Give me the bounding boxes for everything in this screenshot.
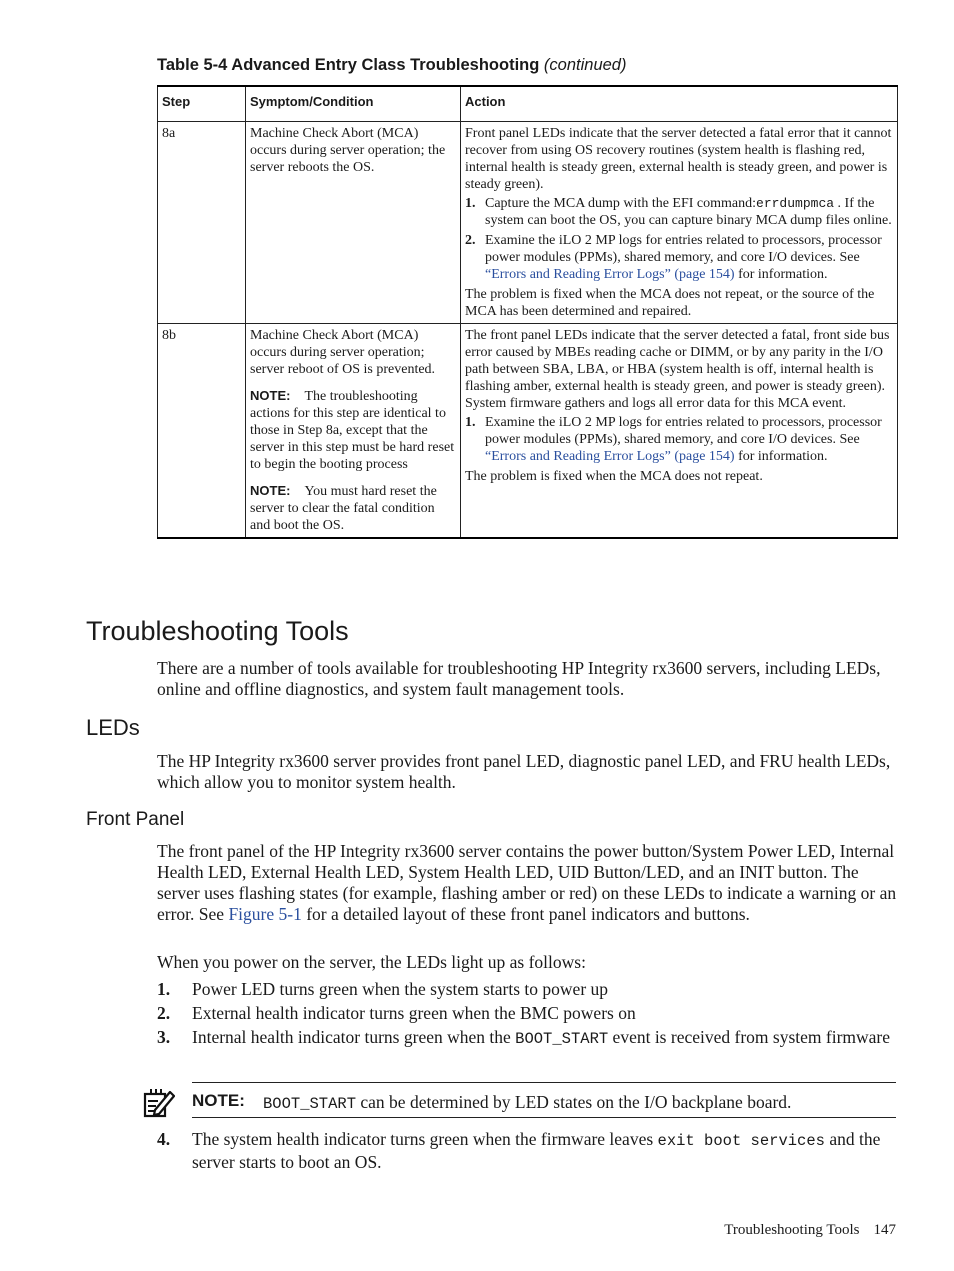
section-title: Troubleshooting Tools — [86, 616, 349, 646]
step-cell: 8b — [158, 324, 246, 539]
front-panel-body — [157, 841, 897, 925]
column-header-step: Step — [158, 86, 246, 122]
step-text: Examine the iLO 2 MP logs for entries related to processors, processor power modules (PPMs), shared memory, and core I/O devices. See — [485, 233, 882, 265]
list-text — [192, 1027, 897, 1050]
list-text-pre: The system health indicator turns green when the firmware leaves — [192, 1129, 658, 1149]
page-number: 147 — [873, 1222, 896, 1238]
table-caption — [157, 56, 626, 75]
list-text: External health indicator turns green when the BMC powers on — [192, 1003, 636, 1023]
section-intro: There are a number of tools available for troubleshooting HP Integrity rx3600 servers, including LEDs, online and offline diagnostics, and system fault management tools. — [157, 658, 881, 699]
error-logs-link[interactable]: “Errors and Reading Error Logs” (page 154) — [485, 267, 735, 282]
note-text: The troubleshooting actions for this step are identical to those in Step 8a, except that the server in this step must be hard reset to begin the booting process — [250, 389, 455, 472]
action-intro-2: System firmware gathers and logs all error data for this MCA event. — [465, 396, 847, 411]
table-header-row — [158, 86, 898, 122]
step-number: 1. — [465, 415, 476, 430]
note-box — [192, 1082, 896, 1118]
note-paragraph — [250, 482, 456, 534]
step-number: 1. — [465, 196, 476, 211]
list-item — [157, 1129, 897, 1173]
symptom-cell — [246, 324, 461, 539]
symptom-cell — [246, 122, 461, 324]
front-panel-text-post: for a detailed layout of these front panel indicators and buttons. — [301, 904, 750, 924]
troubleshooting-table — [157, 85, 898, 539]
note-code: BOOT_START — [263, 1095, 357, 1113]
figure-link[interactable]: Figure 5-1 — [228, 904, 302, 924]
action-outro: The problem is fixed when the MCA does not repeat, or the source of the MCA has been determined and repaired. — [465, 287, 875, 319]
table-row — [158, 324, 898, 539]
action-intro: The front panel LEDs indicate that the server detected a fatal, front side bus error caused by MBEs reading cache or DIMM, or by any parity in the I/O path between SBA, LBA, or HBA (system health is off, internal health is flashing amber, external health is steady green, and power is steady green). — [465, 328, 890, 394]
list-item — [157, 1003, 897, 1024]
column-header-symptom: Symptom/Condition — [246, 86, 461, 122]
list-text — [192, 1129, 897, 1173]
table-caption-suffix: (continued) — [543, 56, 627, 74]
step-text: Examine the iLO 2 MP logs for entries related to processors, processor power modules (PPMs), shared memory, and core I/O devices. See — [485, 415, 882, 447]
step-text-post: . If the system can boot the OS, you can capture binary MCA dump files online. — [485, 196, 892, 228]
step-cell: 8a — [158, 122, 246, 324]
note-label: NOTE: — [250, 388, 291, 403]
note-body — [263, 1092, 791, 1113]
front-panel-text: The front panel of the HP Integrity rx3600 server contains the power button/System Power LED, Internal Health LED, External Health LED, System Health LED, UID Button/LED, and an INIT button. The server uses flashing states (for example, flashing amber or red) on these LEDs to indicate a warning or an error. See — [157, 841, 897, 924]
note-paragraph — [250, 387, 456, 473]
action-outro: The problem is fixed when the MCA does not repeat. — [465, 469, 763, 484]
note-label: NOTE: — [192, 1091, 245, 1110]
error-logs-link[interactable]: “Errors and Reading Error Logs” (page 154) — [485, 449, 735, 464]
command-code: errdumpmca — [756, 196, 835, 211]
footer-section: Troubleshooting Tools — [724, 1222, 860, 1238]
list-text: Power LED turns green when the system starts to power up — [192, 979, 609, 999]
list-item — [157, 979, 897, 1000]
power-on-lead: When you power on the server, the LEDs light up as follows: — [157, 952, 586, 972]
action-step — [465, 414, 893, 465]
step-text-post: for information. — [734, 449, 828, 464]
list-text-post: event is received from system firmware — [608, 1027, 891, 1047]
table-caption-label: Table 5-4 Advanced Entry Class Troubleshooting — [157, 56, 540, 74]
boot-start-code: BOOT_START — [515, 1030, 609, 1048]
step-text-post: for information. — [734, 267, 828, 282]
step-number: 2. — [465, 233, 476, 248]
page-footer — [724, 1222, 896, 1239]
exit-boot-code: exit boot services — [657, 1132, 825, 1150]
list-number: 4. — [157, 1129, 171, 1149]
list-number: 3. — [157, 1027, 171, 1047]
list-number: 2. — [157, 1003, 171, 1023]
action-cell — [461, 324, 898, 539]
action-step — [465, 195, 893, 229]
note-label: NOTE: — [250, 483, 291, 498]
action-steps — [465, 414, 893, 465]
note-pencil-icon — [143, 1088, 175, 1118]
action-steps — [465, 195, 893, 283]
action-step — [465, 232, 893, 283]
leds-body: The HP Integrity rx3600 server provides front panel LED, diagnostic panel LED, and FRU health LEDs, which allow you to monitor system health. — [157, 751, 891, 792]
symptom-text: Machine Check Abort (MCA) occurs during server operation; server reboot of OS is prevented. — [250, 328, 436, 377]
note-text: You must hard reset the server to clear the fatal condition and boot the OS. — [250, 484, 437, 533]
column-header-action: Action — [461, 86, 898, 122]
table-row — [158, 122, 898, 324]
action-cell — [461, 122, 898, 324]
note-text: can be determined by LED states on the I/O backplane board. — [356, 1092, 792, 1112]
front-panel-title: Front Panel — [86, 809, 185, 830]
action-intro: Front panel LEDs indicate that the server detected a fatal error that it cannot recover from using OS recovery routines (system health is flashing red, internal health is steady green, external health is steady green, and power is steady green). — [465, 126, 892, 192]
symptom-text: Machine Check Abort (MCA) occurs during server operation; the server reboots the OS. — [250, 126, 446, 175]
list-number: 1. — [157, 979, 171, 999]
list-text-pre: Internal health indicator turns green when the — [192, 1027, 516, 1047]
leds-title: LEDs — [86, 715, 140, 740]
list-item — [157, 1027, 897, 1050]
list-text-post: and the server starts to boot an OS. — [192, 1129, 881, 1172]
step-text: Capture the MCA dump with the EFI command: — [485, 196, 757, 211]
